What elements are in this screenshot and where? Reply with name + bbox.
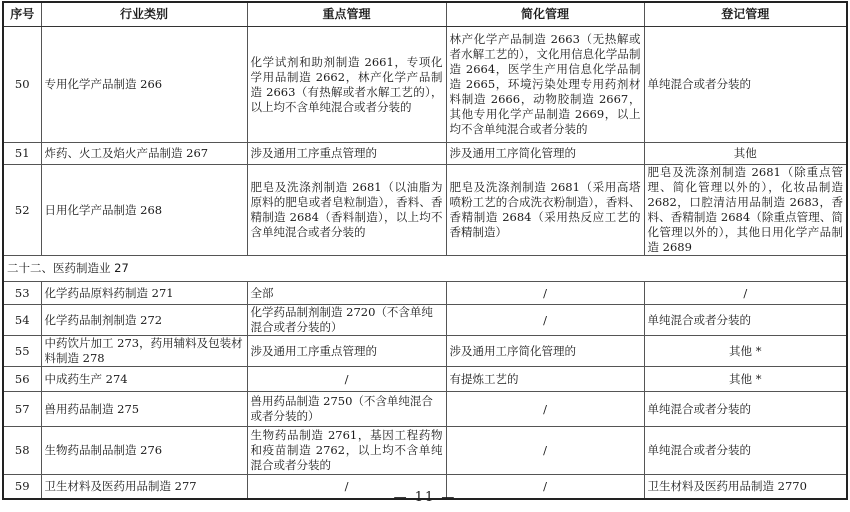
table-row: [3, 282, 847, 305]
row-industry-category: 炸药、火工及焰火产品制造 267: [41, 143, 247, 165]
row-simplified-management: /: [446, 475, 644, 499]
row-serial-no: 55: [3, 336, 41, 367]
row-registration-management: 肥皂及洗涤剂制造 2681（除重点管理、简化管理以外的），化妆品制造 2682，口腔清洁用品制造 2683，香料、香精制造 2684（除重点管理、简化管理以外的），其他日用化学产品制造 2689: [644, 165, 847, 256]
table-row: [3, 427, 847, 475]
table-row: [3, 305, 847, 336]
table-row: [3, 165, 847, 256]
row-key-management: /: [247, 367, 446, 392]
row-simplified-management: 林产化学产品制造 2663（无热解或者水解工艺的），文化用信息化学品制造 2664，医学生产用信息化学品制造 2665，环境污染处理专用药剂材料制造 2666，动物胶制造 2667，其他专用化学产品制造 2669，以上均不含单纯混合或者分装的: [446, 27, 644, 143]
row-key-management: 涉及通用工序重点管理的: [247, 336, 446, 367]
row-industry-category: 卫生材料及医药用品制造 277: [41, 475, 247, 499]
row-key-management: 肥皂及洗涤剂制造 2681（以油脂为原料的肥皂或者皂粒制造），香料、香精制造 2684（香料制造），以上均不含单纯混合或者分装的: [247, 165, 446, 256]
industry-management-table: [2, 1, 848, 500]
header-simplified-management: 简化管理: [446, 2, 644, 27]
row-key-management: 生物药品制造 2761，基因工程药物和疫苗制造 2762，以上均不含单纯混合或者分装的: [247, 427, 446, 475]
row-serial-no: 51: [3, 143, 41, 165]
row-key-management: 化学试剂和助剂制造 2661，专项化学用品制造 2662，林产化学产品制造 2663（有热解或者水解工艺的），以上均不含单纯混合或者分装的: [247, 27, 446, 143]
row-serial-no: 54: [3, 305, 41, 336]
header-industry-category: 行业类别: [41, 2, 247, 27]
row-registration-management: 其他 *: [644, 336, 847, 367]
row-registration-management: 其他 *: [644, 367, 847, 392]
section-title: 二十二、医药制造业 27: [3, 256, 847, 282]
row-serial-no: 58: [3, 427, 41, 475]
row-registration-management: 单纯混合或者分装的: [644, 392, 847, 427]
row-industry-category: 化学药品原料药制造 271: [41, 282, 247, 305]
row-industry-category: 专用化学产品制造 266: [41, 27, 247, 143]
header-serial-no: 序号: [3, 2, 41, 27]
table-row: [3, 143, 847, 165]
row-key-management: 兽用药品制造 2750（不含单纯混合或者分装的）: [247, 392, 446, 427]
row-industry-category: 中成药生产 274: [41, 367, 247, 392]
row-serial-no: 52: [3, 165, 41, 256]
row-simplified-management: 涉及通用工序简化管理的: [446, 336, 644, 367]
row-serial-no: 53: [3, 282, 41, 305]
row-serial-no: 57: [3, 392, 41, 427]
table-row: [3, 367, 847, 392]
row-simplified-management: 涉及通用工序简化管理的: [446, 143, 644, 165]
row-simplified-management: 有提炼工艺的: [446, 367, 644, 392]
row-simplified-management: 肥皂及洗涤剂制造 2681（采用高塔喷粉工艺的合成洗衣粉制造），香料、香精制造 2684（采用热反应工艺的香精制造）: [446, 165, 644, 256]
row-registration-management: 单纯混合或者分装的: [644, 427, 847, 475]
header-registration-management: 登记管理: [644, 2, 847, 27]
row-simplified-management: /: [446, 305, 644, 336]
table-row: [3, 336, 847, 367]
row-registration-management: 其他: [644, 143, 847, 165]
row-serial-no: 56: [3, 367, 41, 392]
row-industry-category: 日用化学产品制造 268: [41, 165, 247, 256]
row-industry-category: 中药饮片加工 273，药用辅料及包装材料制造 278: [41, 336, 247, 367]
row-key-management: 全部: [247, 282, 446, 305]
table-header-row: [3, 2, 847, 27]
page-number: — 11 —: [393, 490, 457, 505]
row-simplified-management: /: [446, 392, 644, 427]
row-simplified-management: /: [446, 427, 644, 475]
section-row: [3, 256, 847, 282]
row-serial-no: 50: [3, 27, 41, 143]
header-key-management: 重点管理: [247, 2, 446, 27]
row-registration-management: 单纯混合或者分装的: [644, 305, 847, 336]
row-serial-no: 59: [3, 475, 41, 499]
row-industry-category: 生物药品制品制造 276: [41, 427, 247, 475]
row-simplified-management: /: [446, 282, 644, 305]
row-registration-management: /: [644, 282, 847, 305]
row-key-management: 化学药品制剂制造 2720（不含单纯混合或者分装的）: [247, 305, 446, 336]
row-key-management: 涉及通用工序重点管理的: [247, 143, 446, 165]
row-key-management: /: [247, 475, 446, 499]
table-row: [3, 27, 847, 143]
row-industry-category: 化学药品制剂制造 272: [41, 305, 247, 336]
row-registration-management: 卫生材料及医药用品制造 2770: [644, 475, 847, 499]
row-industry-category: 兽用药品制造 275: [41, 392, 247, 427]
table-row: [3, 392, 847, 427]
row-registration-management: 单纯混合或者分装的: [644, 27, 847, 143]
